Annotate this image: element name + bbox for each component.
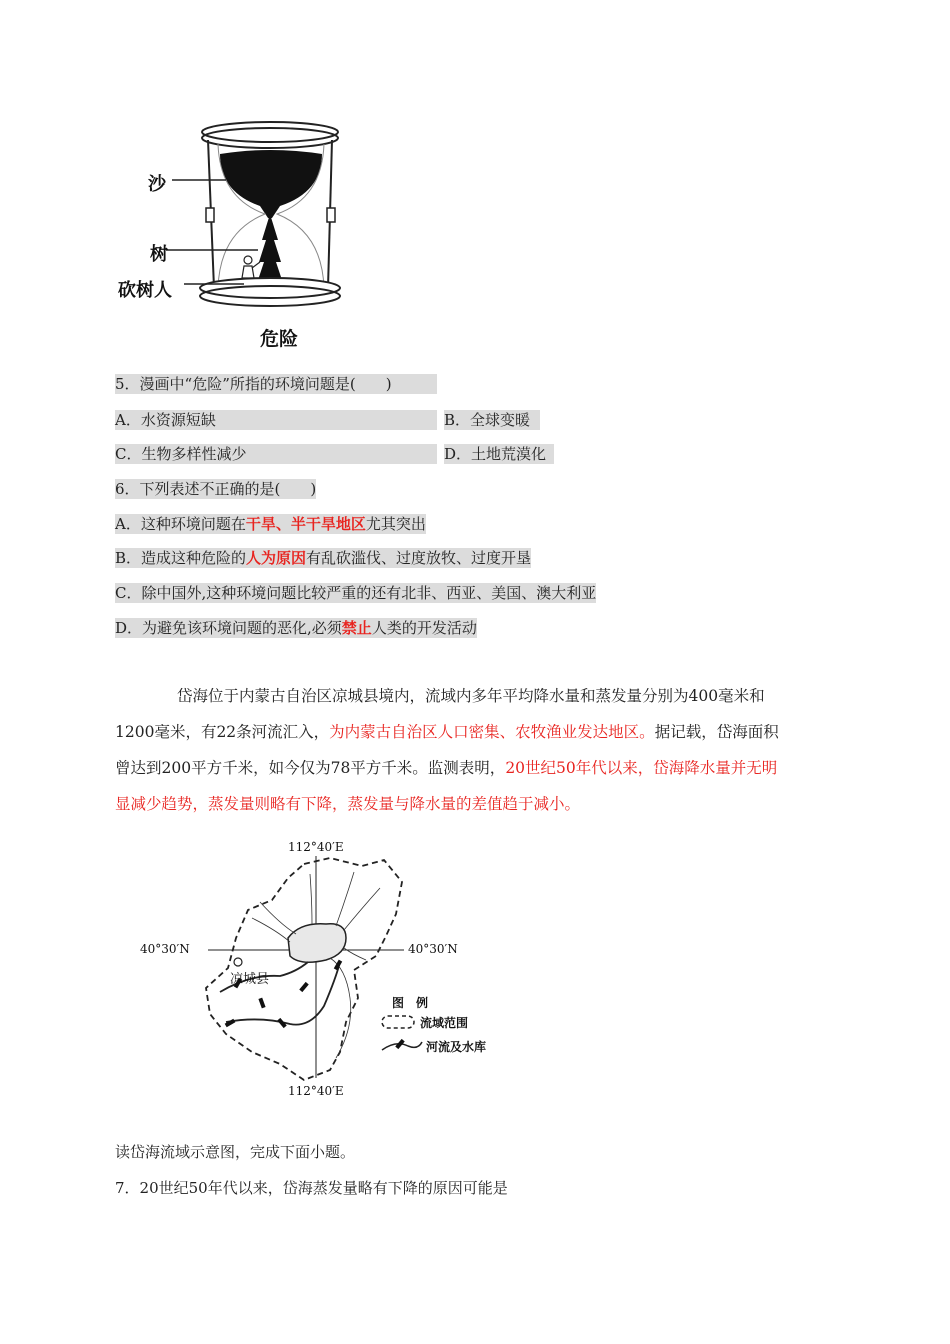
q6-option-a: A．这种环境问题在干旱、半干旱地区尤其突出 xyxy=(115,515,426,533)
passage-line-4 xyxy=(115,786,835,822)
basin-map-drawing xyxy=(140,838,520,1108)
caption-danger: 危险 xyxy=(260,328,299,350)
q6-option-c: C．除中国外,这种环境问题比较严重的还有北非、西亚、美国、澳大利亚 xyxy=(115,584,597,602)
lon-label-bottom: 112°40′E xyxy=(288,1084,344,1098)
q6-a-highlight: 干旱、半干旱地区 xyxy=(245,515,366,533)
daihai-basin-map xyxy=(140,838,520,1108)
q6-b-highlight: 人为原因 xyxy=(246,549,307,567)
daihai-passage xyxy=(115,678,835,822)
city-label: 凉城县 xyxy=(230,972,270,987)
legend-basin: 流域范围 xyxy=(420,1016,469,1030)
label-cutter: 砍树人 xyxy=(118,280,172,301)
legend-river: 河流及水库 xyxy=(426,1040,487,1054)
q6-option-b: B．造成这种危险的人为原因有乱砍滥伐、过度放牧、过度开垦 xyxy=(115,549,532,567)
q6-stem: 6．下列表述不正确的是( ) xyxy=(115,480,317,498)
label-tree: 树 xyxy=(150,244,168,265)
q5-option-b: B．全球变暖 xyxy=(444,410,540,430)
q5-option-c: C．生物多样性减少 xyxy=(115,444,437,464)
hourglass-drawing xyxy=(140,110,380,330)
passage-red-1: 为内蒙古自治区人口密集、农牧渔业发达地区。 xyxy=(329,723,655,741)
read-instruction: 读岱海流域示意图，完成下面小题。 xyxy=(115,1143,356,1161)
q6-option-d: D．为避免该环境问题的恶化,必须禁止人类的开发活动 xyxy=(115,619,477,637)
passage-red-2: 20世纪50年代以来，岱海降水量并无明 xyxy=(505,759,778,777)
passage-line-3: 曾达到200平方千米，如今仅为78平方千米。监测表明，20世纪50年代以来，岱海降水量并无明 xyxy=(115,759,778,777)
q6-d-highlight: 禁止 xyxy=(341,619,372,637)
lon-label-top: 112°40′E xyxy=(288,840,344,854)
passage-line-1: 岱海位于内蒙古自治区凉城县境内，流域内多年平均降水量和蒸发量分别为400毫米和 xyxy=(177,687,765,705)
q5-option-a: A．水资源短缺 xyxy=(115,410,437,430)
lat-label-right: 40°30′N xyxy=(408,942,458,956)
passage-line-2: 1200毫米，有22条河流汇入，为内蒙古自治区人口密集、农牧渔业发达地区。据记载，岱海面积 xyxy=(115,723,779,741)
q5-stem: 5．漫画中“危险”所指的环境问题是( ) xyxy=(115,374,437,394)
label-sand: 沙 xyxy=(148,174,166,195)
hourglass-cartoon xyxy=(118,110,380,360)
legend-title: 图 例 xyxy=(392,996,429,1010)
passage-red-3: 显减少趋势，蒸发量则略有下降，蒸发量与降水量的差值趋于减小。 xyxy=(115,795,581,813)
lat-label-left: 40°30′N xyxy=(140,942,190,956)
q7-stem: 7．20世纪50年代以来，岱海蒸发量略有下降的原因可能是 xyxy=(115,1179,508,1197)
q5-option-d: D．土地荒漠化 xyxy=(444,444,554,464)
